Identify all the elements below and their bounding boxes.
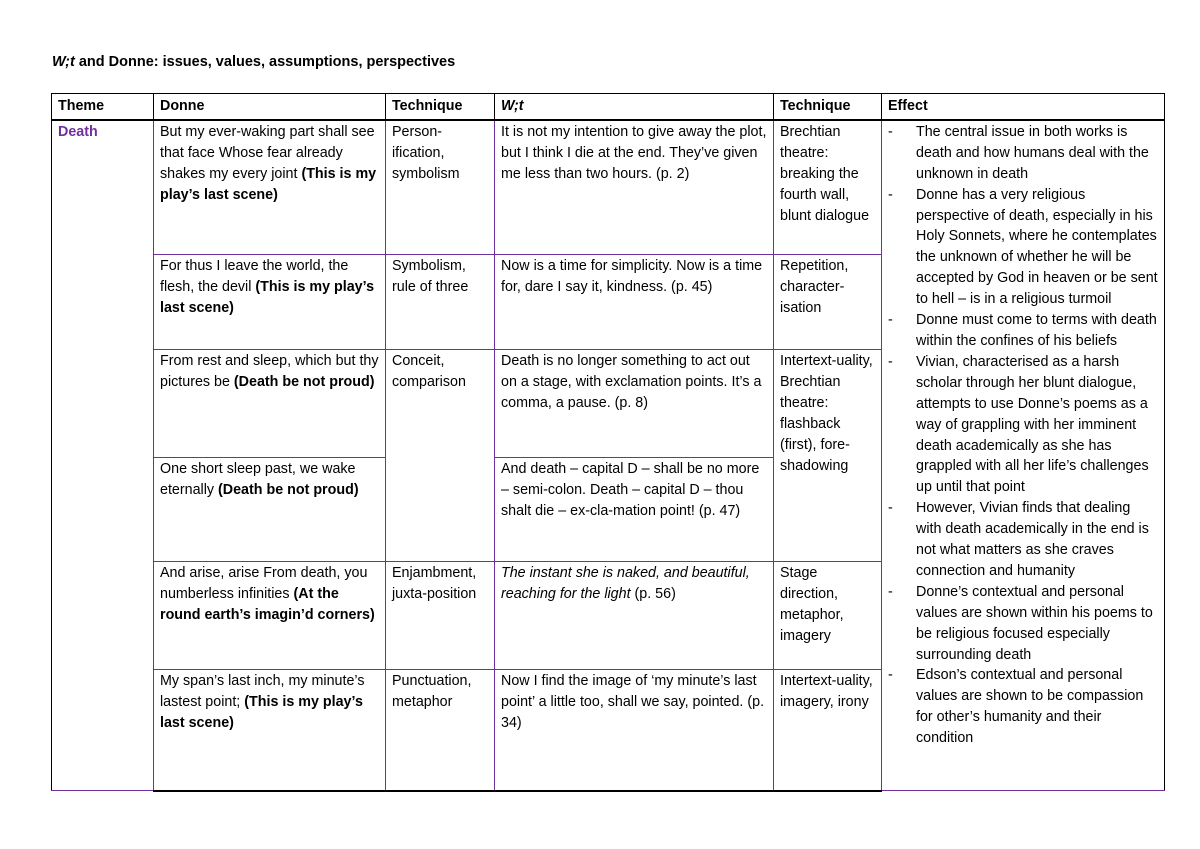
donne-quote-text: And arise, arise From death, you numberless infinities	[160, 565, 368, 603]
donne-quote-text: For thus I leave the world, the flesh, the devil	[160, 258, 349, 296]
table-row	[52, 120, 1165, 255]
header-row	[52, 94, 1165, 120]
donne-quote-text: From rest and sleep, which but thy pictures be	[160, 353, 379, 391]
theme-cell	[52, 120, 154, 791]
title-italic: W;t	[52, 54, 75, 70]
donne-quote	[154, 350, 386, 458]
effect-item: - Donne’s contextual and personal values are shown within his poems to be religious focused especially surrounding death	[888, 582, 1158, 666]
effect-item: - Vivian, characterised as a harsh scholar through her blunt dialogue, attempts to use Donne’s poems as a way of grappling with her imminent death academically as she has grappled with all her life’s challenges up until that point	[888, 352, 1158, 498]
donne-quote-text: But my ever-waking part shall see that face Whose fear already shakes my every joint	[160, 123, 375, 182]
donne-quote	[154, 458, 386, 562]
header-theme: Theme	[52, 94, 154, 120]
donne-quote	[154, 670, 386, 791]
wit-technique: Stage direction, metaphor, imagery	[774, 562, 882, 670]
donne-poem-title: (At the round earth’s imagin’d corners)	[160, 586, 375, 624]
wit-technique: Repetition, character-isation	[774, 255, 882, 350]
effect-item: - The central issue in both works is death and how humans deal with the unknown in death	[888, 122, 1158, 185]
theme-label: Death	[58, 123, 98, 140]
wit-quote: Now is a time for simplicity. Now is a time for, dare I say it, kindness. (p. 45)	[495, 255, 774, 350]
wit-quote: And death – capital D – shall be no more – semi-colon. Death – capital D – thou shalt die – ex-cla-mation point! (p. 47)	[495, 458, 774, 562]
header-technique-donne: Technique	[386, 94, 495, 120]
effect-cell	[882, 120, 1165, 791]
analysis-table	[51, 93, 1165, 792]
donne-technique: Punctuation, metaphor	[386, 670, 495, 791]
effect-item: - Edson’s contextual and personal values are shown to be compassion for other’s humanity and their condition	[888, 665, 1158, 749]
donne-technique: Conceit, comparison	[386, 350, 495, 562]
effect-item: - Donne has a very religious perspective of death, especially in his Holy Sonnets, where he contemplates the unknown of whether he will be accepted by God in heaven or be sent to hell – is in a religious turmoil	[888, 185, 1158, 310]
header-effect: Effect	[882, 94, 1165, 120]
donne-quote	[154, 255, 386, 350]
donne-technique: Person-ification, symbolism	[386, 120, 495, 255]
donne-poem-title: (This is my play’s last scene)	[160, 279, 375, 317]
donne-poem-title: (Death be not proud)	[233, 374, 375, 391]
title-rest: and Donne: issues, values, assumptions, perspectives	[74, 54, 456, 70]
wit-quote	[495, 562, 774, 670]
donne-technique: Enjambment, juxta-position	[386, 562, 495, 670]
wit-quote: It is not my intention to give away the plot, but I think I die at the end. They’ve given me less than two hours. (p. 2)	[495, 120, 774, 255]
header-technique-wit: Technique	[774, 94, 882, 120]
header-wit	[495, 94, 774, 120]
donne-quote	[154, 120, 386, 255]
donne-poem-title: (This is my play’s last scene)	[160, 165, 377, 203]
header-wit-label: W;t	[501, 98, 524, 114]
wit-technique: Brechtian theatre: breaking the fourth wall, blunt dialogue	[774, 120, 882, 255]
donne-technique: Symbolism, rule of three	[386, 255, 495, 350]
donne-quote	[154, 562, 386, 670]
donne-poem-title: (This is my play’s last scene)	[160, 694, 363, 732]
effect-item: - Donne must come to terms with death within the confines of his beliefs	[888, 310, 1158, 352]
wit-technique: Intertext-uality, Brechtian theatre: flashback (first), fore-shadowing	[774, 350, 882, 562]
header-donne: Donne	[154, 94, 386, 120]
wit-quote: Now I find the image of ‘my minute’s last point’ a little too, shall we say, pointed. (p. 34)	[495, 670, 774, 791]
effect-item: - However, Vivian finds that dealing with death academically in the end is not what matters as she craves connection and humanity	[888, 498, 1158, 582]
page-ref: (p. 56)	[630, 586, 676, 603]
page-title	[52, 54, 455, 70]
wit-technique: Intertext-uality, imagery, irony	[774, 670, 882, 791]
donne-quote-text: My span’s last inch, my minute’s lastest point;	[160, 673, 365, 711]
effects-list	[888, 122, 1158, 749]
stage-direction-text: The instant she is naked, and beautiful, reaching for the light	[501, 565, 750, 603]
wit-quote: Death is no longer something to act out on a stage, with exclamation points. It’s a comma, a pause. (p. 8)	[495, 350, 774, 458]
donne-poem-title: (Death be not proud)	[218, 482, 359, 499]
donne-quote-text: One short sleep past, we wake eternally	[160, 461, 356, 499]
